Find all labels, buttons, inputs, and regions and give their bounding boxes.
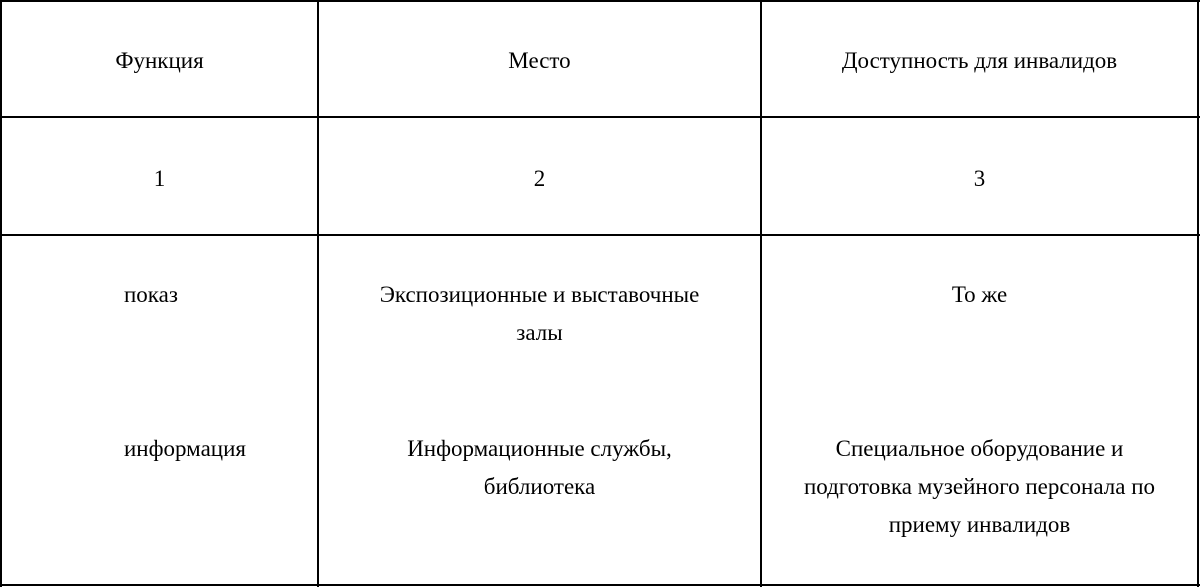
row-1-accessibility-line-1: То же (951, 282, 1008, 307)
column-number-3: 3 (973, 166, 986, 191)
column-number-2: 2 (533, 166, 546, 191)
row-1-place-line-1: Экспозиционные и выставочные (379, 282, 700, 307)
row-2-place (319, 430, 760, 506)
table-border-bottom (0, 584, 1200, 586)
row-2-place-line-2: библиотека (483, 474, 596, 499)
header-function: Функция (115, 48, 204, 73)
header-divider (0, 116, 1200, 118)
header-accessibility: Доступность для инвалидов (841, 48, 1118, 73)
row-2-function: информация (124, 436, 246, 461)
row-2-place-line-1: Информационные службы, (407, 436, 672, 461)
row-2-accessibility-line-1: Специальное оборудование и (835, 436, 1124, 461)
table-border-left (0, 0, 2, 587)
header-place: Место (508, 48, 571, 73)
column-number-1: 1 (153, 166, 166, 191)
row-1-function: показ (124, 282, 178, 307)
number-row-divider (0, 234, 1200, 236)
row-2-accessibility-line-2: подготовка музейного персонала по (803, 474, 1156, 499)
row-2-accessibility (762, 430, 1197, 544)
row-1-place (319, 276, 760, 352)
row-1-place-line-2: залы (516, 320, 563, 345)
table-border-top (0, 0, 1200, 2)
row-1-accessibility (762, 276, 1197, 314)
table-border-right (1197, 0, 1199, 587)
row-2-accessibility-line-3: приему инвалидов (888, 512, 1071, 537)
